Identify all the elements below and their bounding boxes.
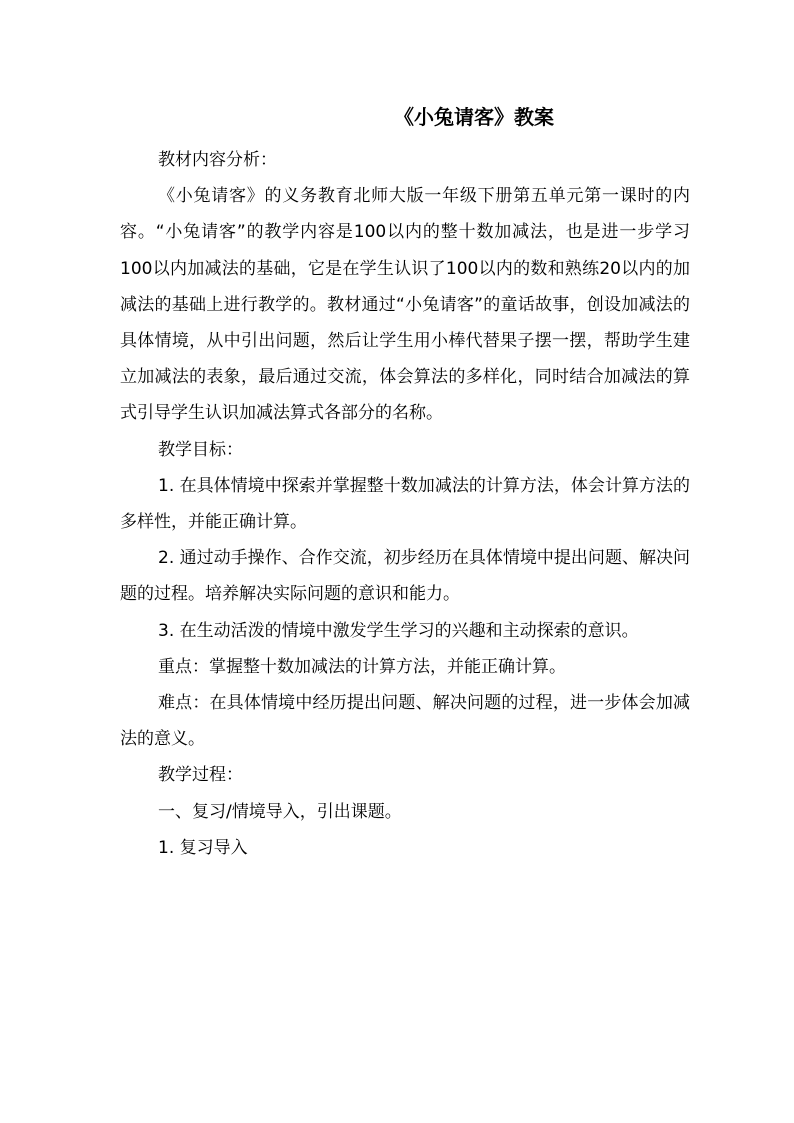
difficult-point: 难点：在具体情境中经历提出问题、解决问题的过程，进一步体会加减法的意义。 [120,693,690,750]
key-point: 重点：掌握整十数加减法的计算方法，并能正确计算。 [158,656,566,677]
goal-item-2: 2. 通过动手操作、合作交流，初步经历在具体情境中提出问题、解决问题的过程。培养解决实际问题的意识和能力。 [120,548,690,605]
section-heading-material-analysis: 教材内容分析： [158,150,277,170]
section-heading-teaching-goals: 教学目标： [158,439,243,460]
document-title: 《小兔请客》教案 [394,105,554,129]
goal-item-3: 3. 在生动活泼的情境中激发学生学习的兴趣和主动探索的意识。 [158,620,639,641]
goal-item-1: 1. 在具体情境中探索并掌握整十数加减法的计算方法，体会计算方法的多样性，并能正确计算。 [120,475,690,533]
section-heading-teaching-process: 教学过程： [158,765,243,786]
document-body [120,142,690,866]
process-substep-1: 1. 复习导入 [158,837,248,858]
process-step-1: 一、复习/情境导入，引出课题。 [158,801,402,822]
paragraph-material-analysis: 《小兔请客》的义务教育北师大版一年级下册第五单元第一课时的内容。“小兔请客”的教学内容是100以内的整十数加减法，也是进一步学习100以内加减法的基础，它是在学生认识了100以内的数和熟练20以内的加减法的基础上进行教学的。教材通过“小兔请客”的童话故事，创设加减法的具体情境，从中引出问题，然后让学生用小棒代替果子摆一摆，帮助学生建立加减法的表象，最后通过交流，体会算法的多样化，同时结合加减法的算式引导学生认识加减法算式各部分的名称。 [120,186,690,424]
